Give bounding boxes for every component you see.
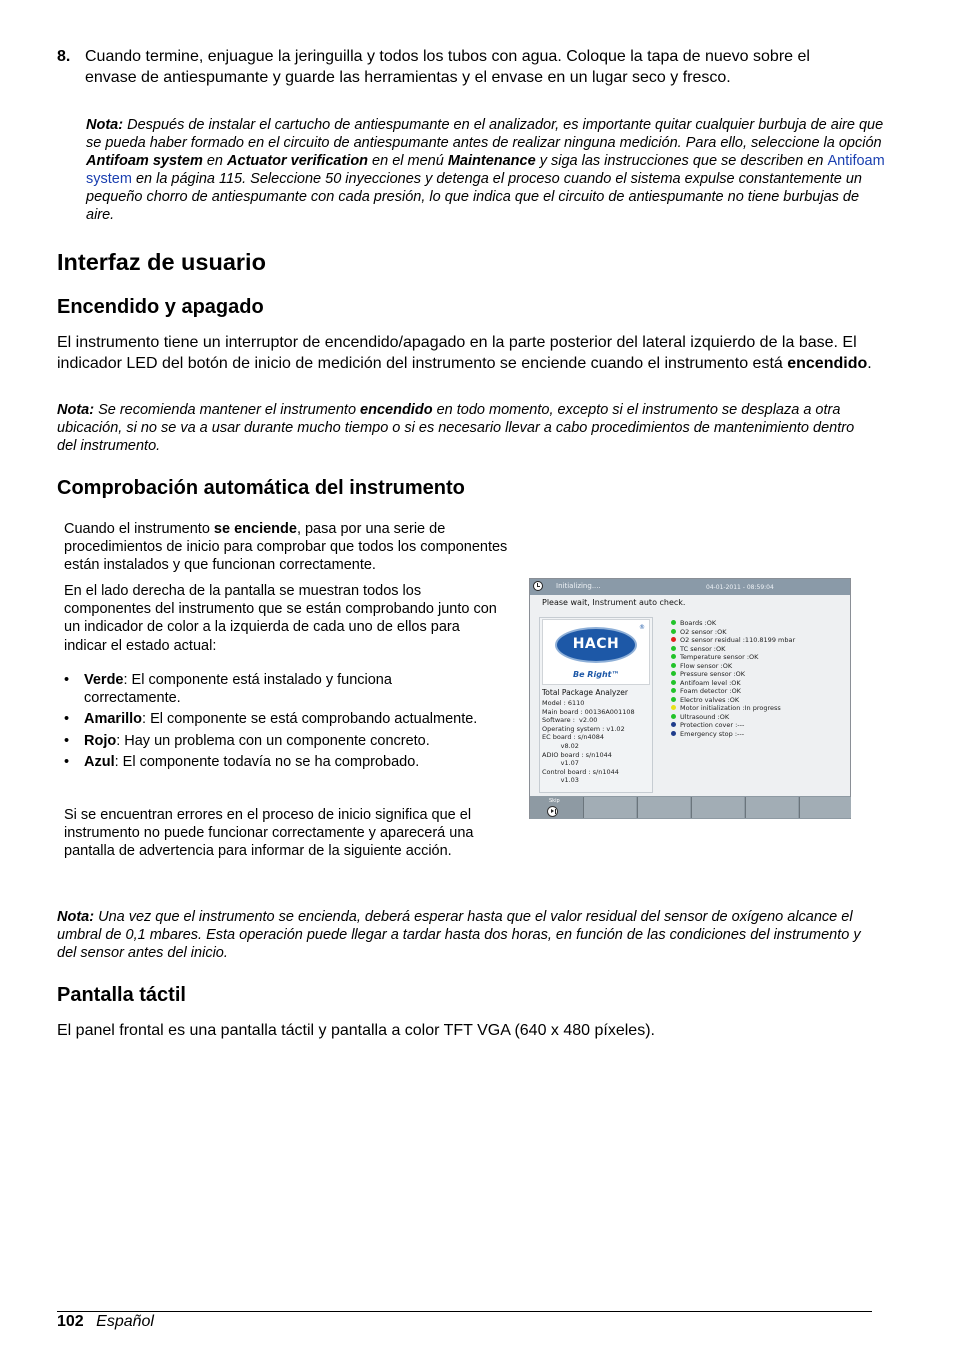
- note-text: en: [202, 153, 228, 169]
- antifoam-system-link[interactable]: Antifoam system: [86, 153, 885, 187]
- skip-icon: [547, 806, 558, 817]
- status-indicator: [671, 619, 819, 628]
- status-indicator: [671, 730, 819, 739]
- status-text: O2 sensor :OK: [680, 627, 727, 636]
- status-text: Protection cover :---: [680, 721, 745, 729]
- status-indicator: [671, 721, 819, 730]
- note-label: Nota:: [86, 117, 124, 133]
- screen-title-bar: [530, 579, 850, 595]
- status-indicator: [671, 628, 819, 637]
- screen-footer: [530, 796, 850, 819]
- autocheck-text: Cuando el instrumento: [64, 521, 214, 537]
- model-info-line: v1.03: [542, 776, 579, 785]
- status-dot-icon: [671, 688, 676, 693]
- autocheck-paragraph-3: Si se encuentran errores en el proceso de inicio significa que el instrumento no puede funcionar correctamente y aparecerá una pantalla de advertencia para informar de la siguiente acción.: [64, 807, 474, 860]
- function-key[interactable]: [691, 797, 744, 818]
- registered-mark: ®: [639, 624, 645, 631]
- status-text: Boards :OK: [680, 619, 717, 627]
- status-dot-icon: [671, 714, 676, 719]
- note-antifoam: [86, 116, 886, 224]
- skip-label: Skip: [549, 798, 560, 804]
- note-oxygen: [57, 908, 867, 962]
- model-info-line: EC board : s/n4084: [542, 733, 605, 742]
- screen-title: Initializing....: [556, 582, 601, 590]
- autocheck-bold: se enciende: [213, 521, 297, 537]
- status-text: Electro valves :OK: [680, 695, 740, 704]
- instrument-screen: [529, 578, 851, 819]
- model-info-line: Control board : s/n1044: [542, 767, 619, 776]
- status-dot-icon: [671, 663, 676, 668]
- status-dot-icon: [671, 646, 676, 651]
- status-indicator: [671, 636, 819, 645]
- status-indicator: [671, 662, 819, 671]
- function-key[interactable]: [745, 797, 798, 818]
- power-bold: encendido: [787, 354, 868, 372]
- section-title-power: Encendido y apagado: [57, 296, 264, 318]
- note-bold: encendido: [360, 402, 433, 418]
- power-end: .: [867, 354, 872, 372]
- color-name: Amarillo: [84, 711, 143, 728]
- note-label: Nota:: [57, 909, 95, 925]
- model-info-line: v1.07: [542, 759, 579, 768]
- step-8: [57, 47, 857, 88]
- autocheck-text: , pasa por una serie de procedimientos de inicio para comprobar que todos los componentes están instalados y que funcionan correctamente.: [64, 521, 508, 574]
- status-color-list: [64, 671, 484, 774]
- hach-logo: [555, 627, 637, 663]
- status-text: TC sensor :OK: [680, 644, 726, 653]
- screen-body: [530, 595, 850, 796]
- status-indicator: [671, 713, 819, 722]
- model-info-line: Main board : 00136A001108: [542, 707, 635, 716]
- note-text: y siga las instrucciones que se describen en: [535, 153, 828, 169]
- screen-datetime: 04-01-2011 - 08:59:04: [706, 584, 774, 591]
- power-text: El instrumento tiene un interruptor de encendido/apagado en la parte posterior del lateral izquierdo de la base. El indicador LED del botón de inicio de medición del instrumento se enciende cuando el instrumento está: [57, 334, 857, 372]
- skip-button[interactable]: [531, 797, 583, 818]
- page-footer: [57, 1312, 154, 1333]
- status-dot-icon: [671, 722, 676, 727]
- section-title-autocheck: Comprobación automática del instrumento: [57, 477, 465, 499]
- status-dot-icon: [671, 637, 676, 642]
- model-info-line: Model : 6110: [542, 699, 585, 707]
- color-name: Rojo: [84, 732, 117, 749]
- status-text: Antifoam level :OK: [680, 678, 741, 687]
- status-text: Pressure sensor :OK: [680, 670, 745, 678]
- power-paragraph: [57, 333, 872, 374]
- product-name: Total Package Analyzer: [542, 688, 629, 697]
- autocheck-paragraph-1: [64, 520, 512, 575]
- section-title-ui: Interfaz de usuario: [57, 249, 266, 275]
- status-dot-icon: [671, 697, 676, 702]
- footer-language: Español: [96, 1313, 154, 1330]
- model-info-line: v8.02: [542, 742, 579, 750]
- status-text: Flow sensor :OK: [680, 661, 733, 670]
- list-item: [64, 753, 484, 771]
- model-info-line: ADIO board : s/n1044: [542, 750, 612, 759]
- status-text: O2 sensor residual :110.8199 mbar: [680, 636, 796, 644]
- status-text: Ultrasound :OK: [680, 712, 730, 721]
- clock-icon: [533, 581, 543, 591]
- status-indicator: [671, 653, 819, 662]
- status-text: Emergency stop :---: [680, 729, 745, 738]
- color-desc: : Hay un problema con un componente concreto.: [116, 732, 430, 749]
- status-indicator: [671, 687, 819, 696]
- status-indicator: [671, 670, 819, 679]
- note-text: en la página 115. Seleccione 50 inyecciones y detenga el proceso cuando el sistema expulse constantemente un pequeño chorro de antiespumante con cada presión, lo que indica que el circuito de antiespumante no tiene burbujas de aire.: [86, 171, 862, 223]
- note-text: Una vez que el instrumento se encienda, deberá esperar hasta que el valor residual del sensor de oxígeno alcance el umbral de 0,1 mbares. Esta operación puede llegar a tardar hasta dos horas, en función de las condiciones del instrumento y del sensor antes del inicio.: [57, 909, 861, 961]
- status-text: Foam detector :OK: [680, 687, 741, 695]
- status-dot-icon: [671, 629, 676, 634]
- note-bold: Actuator verification: [227, 153, 369, 169]
- status-text: Temperature sensor :OK: [680, 653, 759, 661]
- hach-logo-text: HACH: [572, 636, 620, 652]
- step-number: 8.: [57, 48, 71, 65]
- hach-logo-box: [542, 619, 650, 685]
- color-name: Azul: [84, 753, 115, 770]
- note-label: Nota:: [57, 402, 95, 418]
- model-info-line: Operating system : v1.02: [542, 724, 625, 733]
- status-dot-icon: [671, 654, 676, 659]
- note-text: Después de instalar el cartucho de antiespumante en el analizador, es importante quitar cualquier burbuja de aire que se pueda haber formado en el circuito de antiespumante antes de realizar ninguna medición. Para ello, seleccione la opción: [86, 117, 884, 151]
- status-dot-icon: [671, 705, 676, 710]
- list-item: [64, 710, 484, 728]
- status-dot-icon: [671, 680, 676, 685]
- list-item: [64, 732, 484, 750]
- note-text: en el menú: [368, 153, 448, 169]
- note-power: [57, 401, 877, 455]
- screen-message: Please wait, Instrument auto check.: [542, 598, 686, 607]
- note-bold: Antifoam system: [86, 153, 203, 169]
- color-desc: : El componente está instalado y funciona correctamente.: [84, 672, 392, 707]
- autocheck-paragraph-2: En el lado derecha de la pantalla se muestran todos los componentes del instrumento que se están comprobando junto con un indicador de color a la izquierda de cada uno de ellos para indicar el estado actual:: [64, 583, 497, 654]
- color-desc: : El componente todavía no se ha comprobado.: [114, 753, 420, 770]
- status-dot-icon: [671, 620, 676, 625]
- function-key[interactable]: [799, 797, 851, 818]
- status-indicator: [671, 679, 819, 688]
- footer-rule: [57, 1311, 872, 1312]
- color-name: Verde: [84, 672, 124, 688]
- step-text: Cuando termine, enjuague la jeringuilla y todos los tubos con agua. Coloque la tapa de nuevo sobre el envase de antiespumante y guarde las herramientas y el envase en un lugar seco y fresco.: [85, 48, 810, 86]
- list-item: [64, 671, 484, 707]
- note-text: Se recomienda mantener el instrumento: [94, 402, 361, 418]
- touchscreen-paragraph: El panel frontal es una pantalla táctil y pantalla a color TFT VGA (640 x 480 píxeles).: [57, 1022, 655, 1039]
- status-text: Motor initialization :In progress: [680, 704, 781, 712]
- section-title-touchscreen: Pantalla táctil: [57, 984, 186, 1006]
- page-number: 102: [57, 1313, 84, 1330]
- status-indicator: [671, 704, 819, 713]
- function-key[interactable]: [583, 797, 636, 818]
- note-bold: Maintenance: [447, 153, 536, 169]
- status-dot-icon: [671, 671, 676, 676]
- color-desc: : El componente se está comprobando actualmente.: [142, 711, 478, 728]
- note-text: en todo momento, excepto si el instrumento se desplaza a otra ubicación, si no se va a usar durante mucho tiempo o si es necesario llevar a cabo procedimientos de mantenimiento dentro del instrumento.: [57, 402, 855, 454]
- hach-tagline: Be Right™: [573, 670, 620, 679]
- model-info-line: Software : v2.00: [542, 716, 598, 725]
- status-indicator: [671, 696, 819, 705]
- status-indicator: [671, 645, 819, 654]
- status-dot-icon: [671, 731, 676, 736]
- function-key[interactable]: [637, 797, 690, 818]
